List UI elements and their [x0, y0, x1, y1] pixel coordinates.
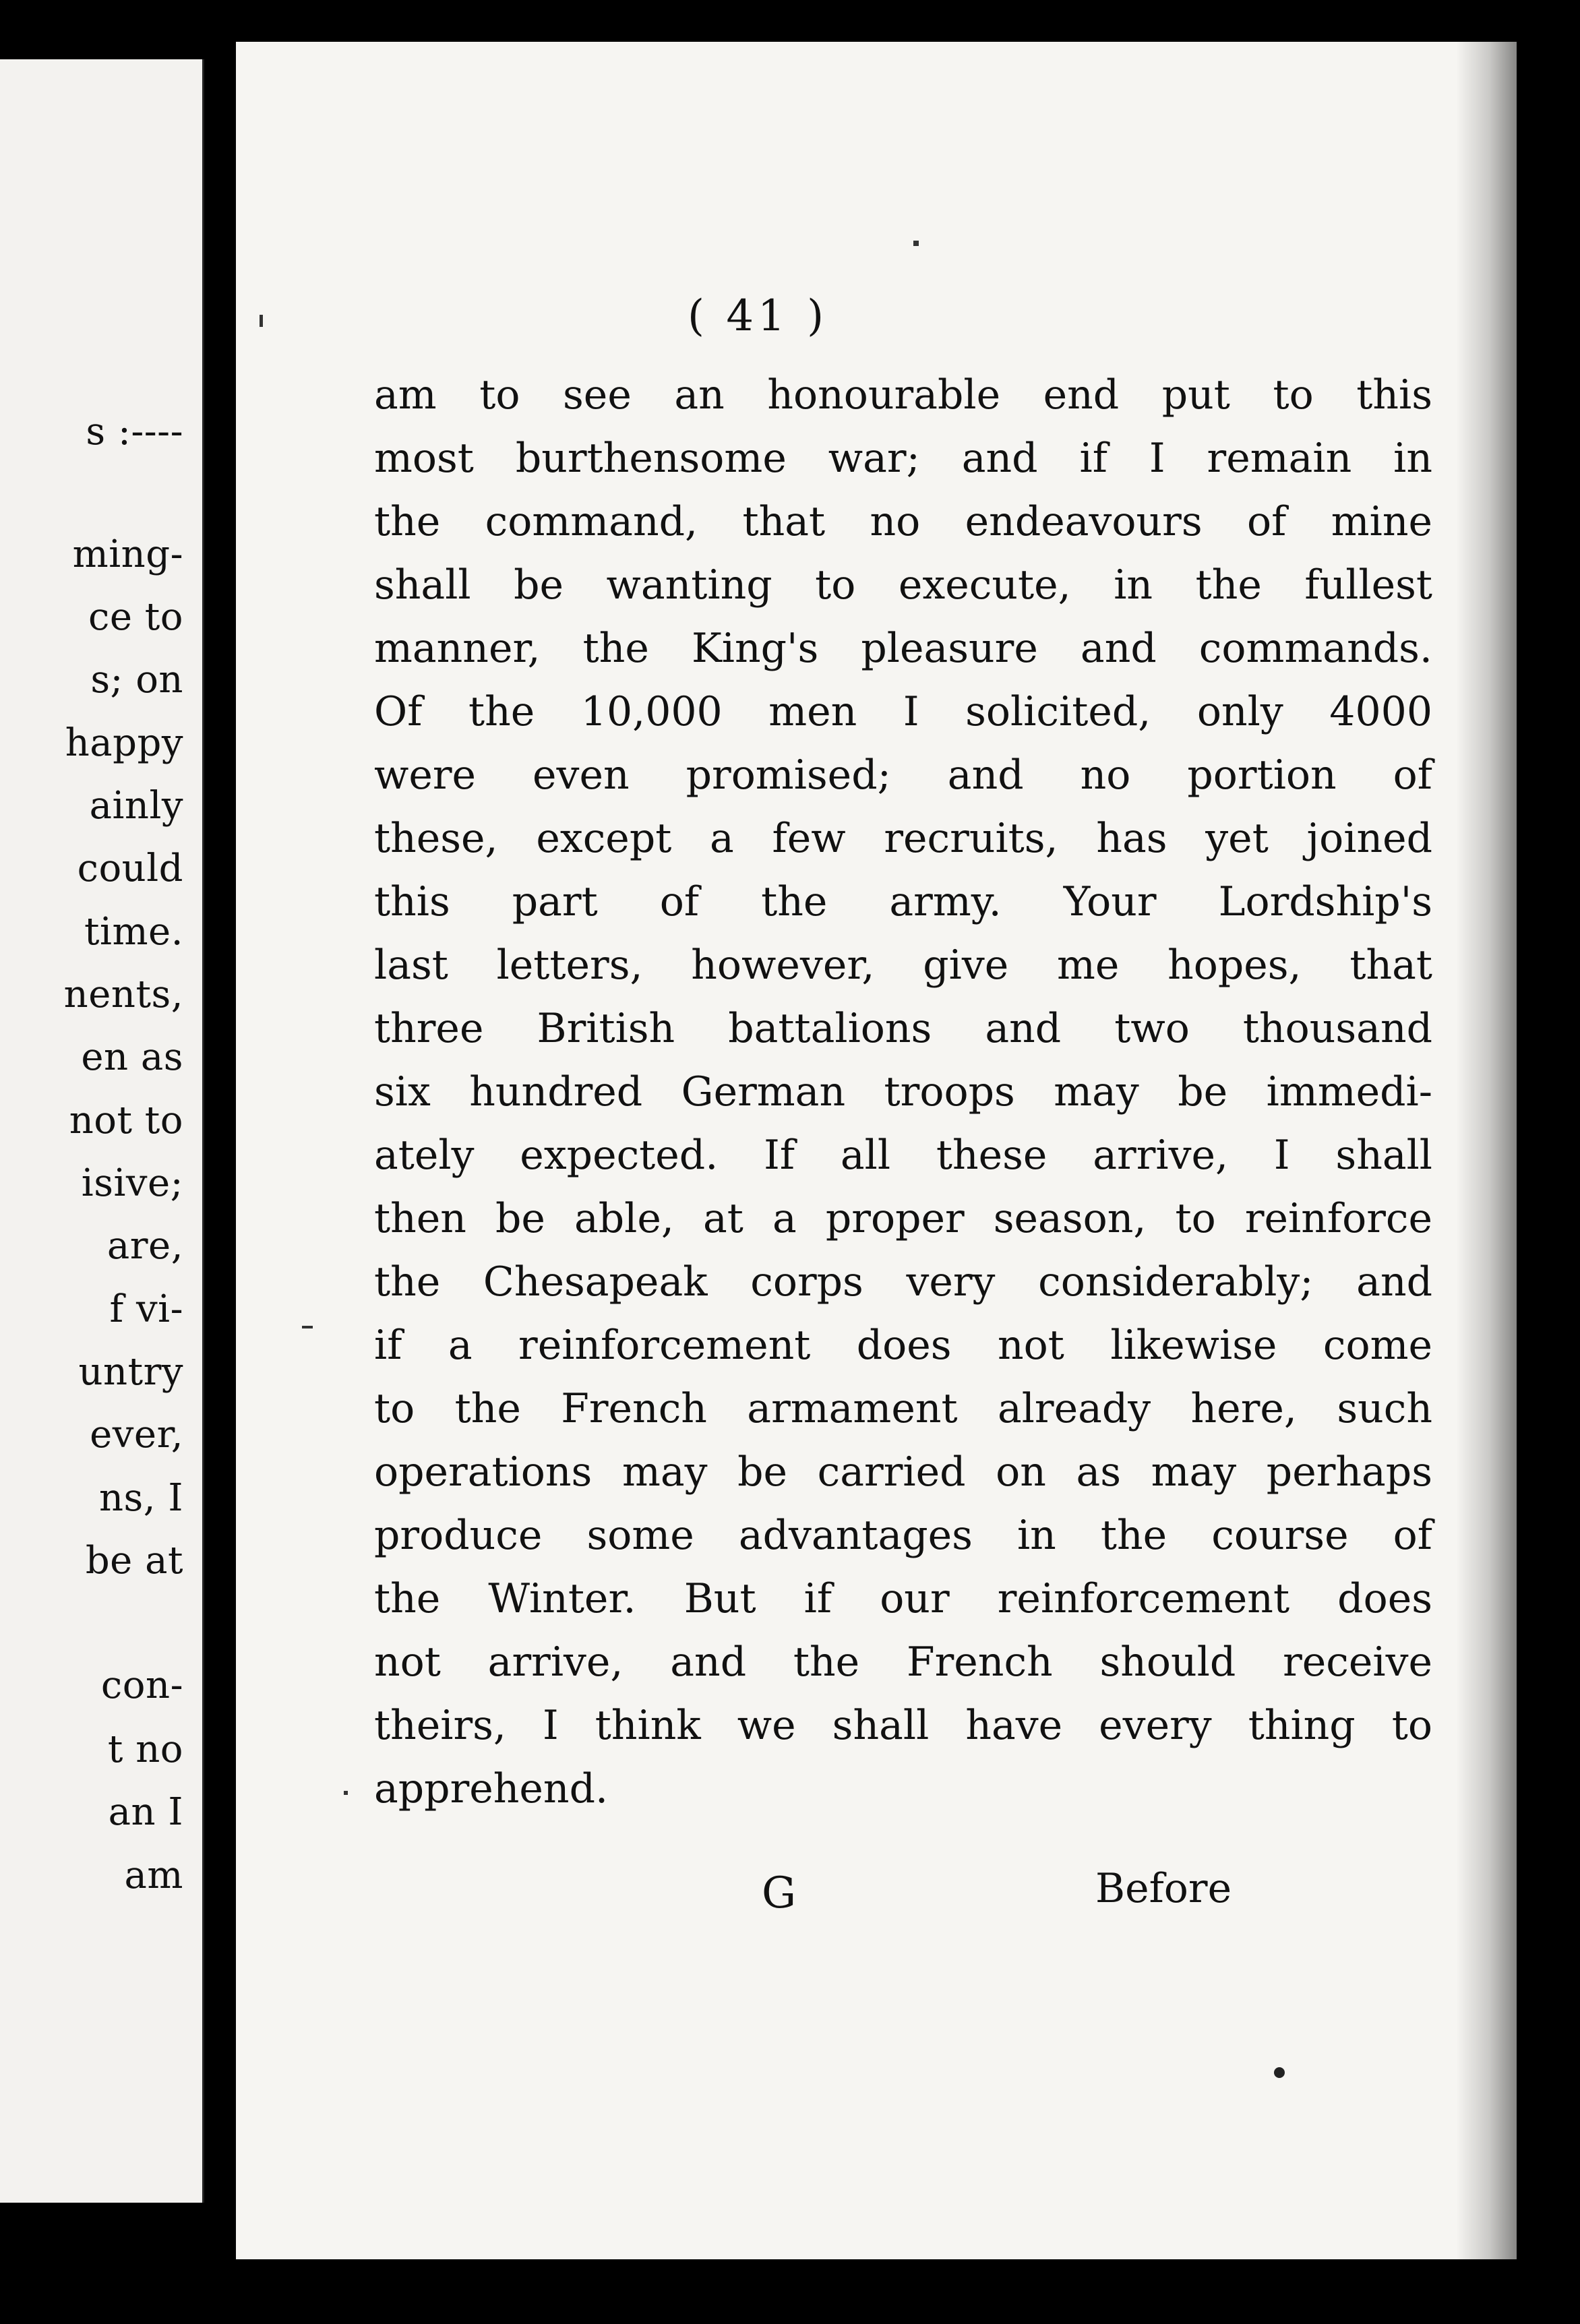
body-line-last: apprehend.: [374, 1765, 609, 1812]
page-41: [236, 42, 1517, 2259]
book-gutter: [204, 40, 233, 2265]
left-page-line: be at: [85, 1539, 183, 1583]
left-page-line: s :----: [86, 410, 183, 454]
left-page-line: ainly: [89, 784, 183, 828]
left-page-line: not to: [69, 1099, 183, 1142]
body-line: last letters, however, give me hopes, that: [374, 942, 1432, 989]
body-line: this part of the army. Your Lordship's: [374, 878, 1432, 925]
body-line: these, except a few recruits, has yet joined: [374, 815, 1432, 862]
body-line: not arrive, and the French should receive: [374, 1639, 1432, 1686]
left-page-line: con-: [100, 1663, 183, 1707]
ink-speck: [344, 1791, 348, 1795]
body-line: operations may be carried on as may perhaps: [374, 1448, 1432, 1496]
body-line: most burthensome war; and if I remain in: [374, 435, 1432, 482]
page-number: ( 41 ): [688, 291, 828, 341]
body-line: if a reinforcement does not likewise come: [374, 1322, 1432, 1369]
left-page-line: f vi-: [109, 1287, 183, 1331]
body-line: the Winter. But if our reinforcement does: [374, 1575, 1432, 1622]
catchword: Before: [1095, 1865, 1232, 1912]
left-page-line: t no: [107, 1727, 183, 1771]
ink-speck: [913, 241, 919, 246]
left-page-line: untry: [78, 1350, 183, 1394]
body-line: the command, that no endeavours of mine: [374, 498, 1432, 545]
body-line: am to see an honourable end put to this: [374, 371, 1432, 419]
left-page-line: ming-: [72, 532, 183, 576]
body-line: the Chesapeak corps very considerably; and: [374, 1258, 1432, 1306]
left-page-line: ever,: [90, 1413, 183, 1457]
left-page-line: en as: [81, 1035, 183, 1079]
body-line: to the French armament already here, such: [374, 1385, 1432, 1432]
left-page-line: nents,: [63, 973, 183, 1016]
signature-mark: G: [762, 1868, 797, 1918]
left-page-line: time.: [84, 910, 183, 954]
body-line: ately expected. If all these arrive, I shall: [374, 1132, 1432, 1179]
left-page-line: an I: [108, 1790, 183, 1834]
left-page-line: are,: [107, 1224, 183, 1268]
left-page-line: happy: [65, 721, 183, 765]
page-edge-shadow: [1456, 42, 1517, 2259]
ink-spot: [1274, 2067, 1285, 2078]
left-facing-page: [0, 59, 204, 2203]
body-line: Of the 10,000 men I solicited, only 4000: [374, 688, 1432, 735]
body-line: manner, the King's pleasure and commands.: [374, 625, 1432, 672]
left-page-line: could: [77, 847, 183, 890]
body-line: were even promised; and no portion of: [374, 752, 1432, 799]
left-page-line: am: [124, 1854, 183, 1897]
left-page-line: ns, I: [98, 1476, 183, 1520]
ink-speck: [260, 315, 263, 327]
body-line: six hundred German troops may be immedi-: [374, 1068, 1432, 1115]
left-page-line: isive;: [81, 1161, 183, 1205]
body-line: theirs, I think we shall have every thing to: [374, 1702, 1432, 1749]
body-line: produce some advantages in the course of: [374, 1512, 1432, 1559]
left-page-line: ce to: [88, 595, 183, 639]
left-page-line: s; on: [90, 658, 183, 702]
body-line: three British battalions and two thousand: [374, 1005, 1432, 1052]
ink-speck: [302, 1326, 313, 1328]
body-line: then be able, at a proper season, to reinforce: [374, 1195, 1432, 1242]
body-line: shall be wanting to execute, in the fullest: [374, 561, 1432, 609]
